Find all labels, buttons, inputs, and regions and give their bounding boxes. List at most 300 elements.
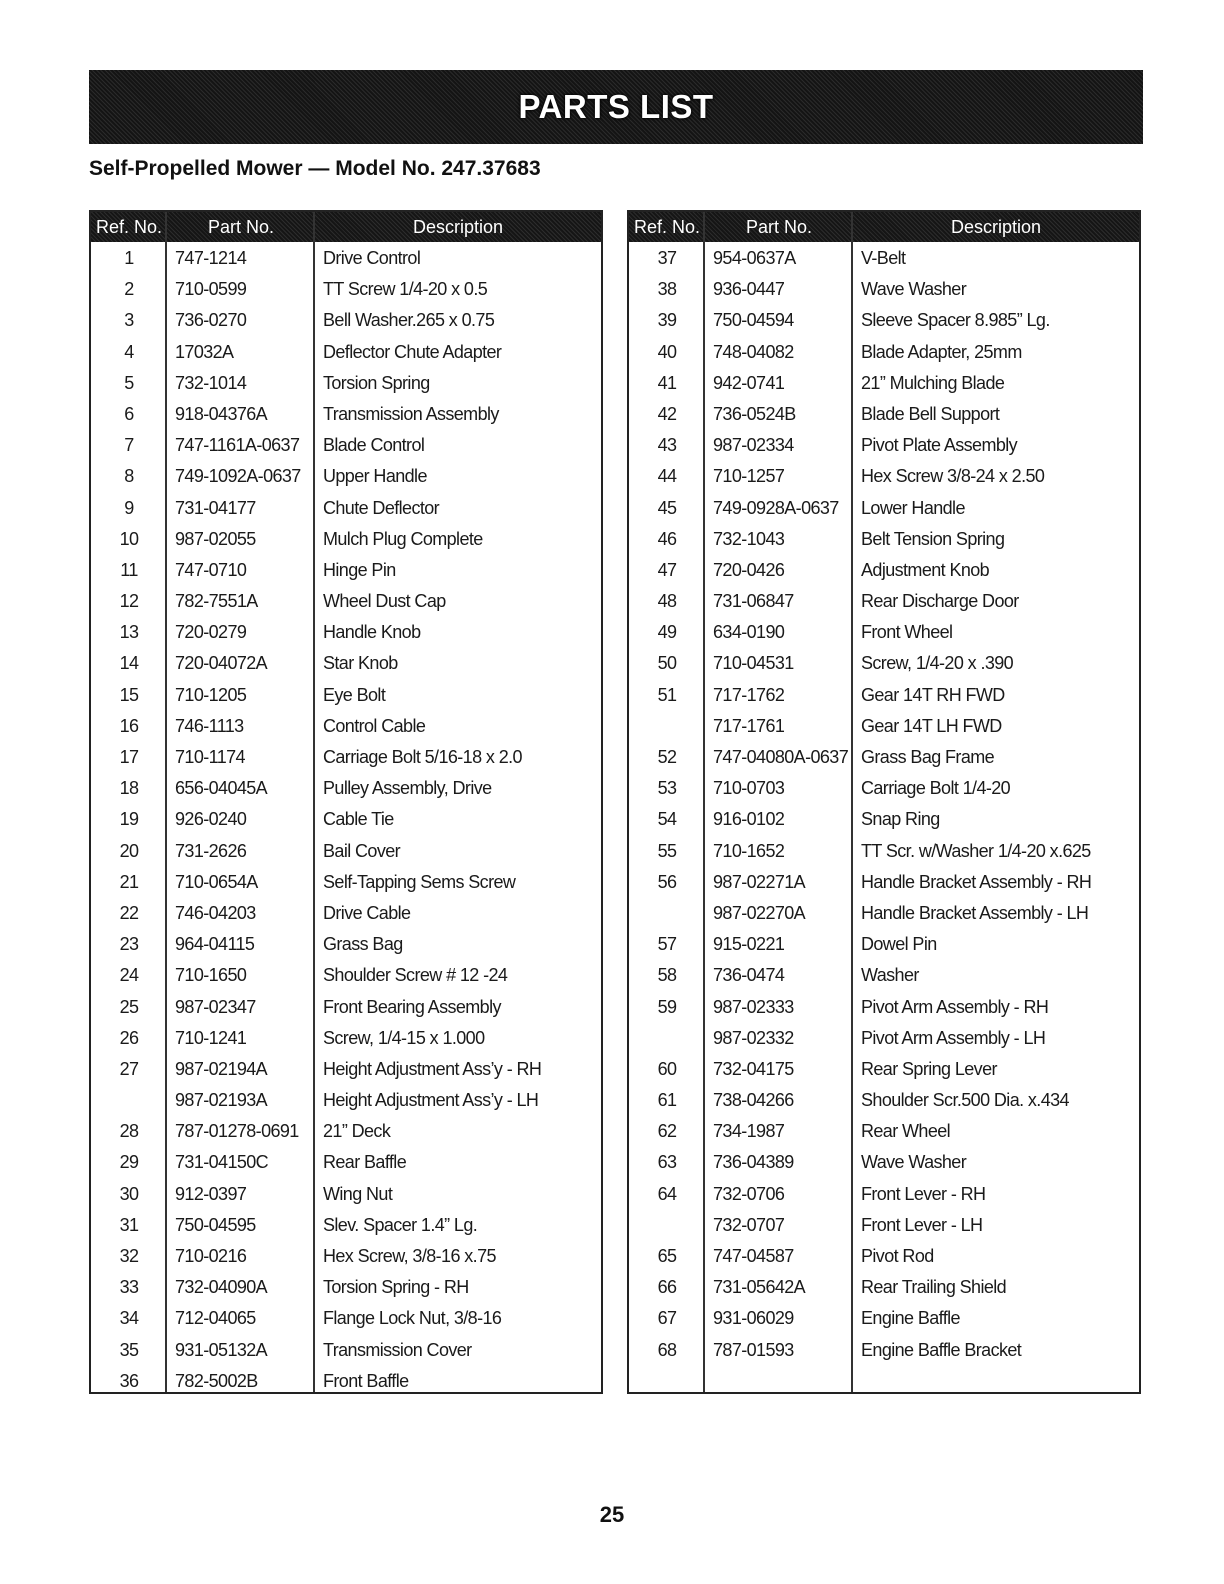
part-no-cell: 915-0221 (713, 934, 785, 955)
ref-no-cell: 1 (124, 248, 134, 268)
description-cell: Shoulder Screw # 12 -24 (323, 965, 508, 986)
table-row (91, 804, 601, 835)
table-row (629, 836, 1139, 867)
table-row (91, 243, 601, 274)
part-no-cell: 736-0474 (713, 965, 785, 986)
description-cell: Shoulder Scr.500 Dia. x.434 (861, 1090, 1069, 1111)
description-cell: Washer (861, 965, 919, 986)
part-no-cell: 931-06029 (713, 1308, 794, 1329)
ref-no-cell: 21 (119, 871, 139, 892)
page-number: 25 (599, 1502, 625, 1527)
description-cell: Pulley Assembly, Drive (323, 778, 492, 799)
part-no-cell: 747-0710 (175, 559, 247, 580)
part-no-cell: 731-04150C (175, 1152, 269, 1173)
ref-no-cell: 14 (119, 653, 139, 674)
description-cell: Blade Control (323, 435, 425, 456)
ref-no-cell: 55 (657, 840, 677, 861)
part-no-cell: 747-1161A-0637 (175, 435, 300, 456)
model-subtitle: Self-Propelled Mower — Model No. 247.37683 (89, 157, 541, 180)
part-no-cell: 732-04175 (713, 1058, 794, 1079)
ref-no-cell (629, 1210, 705, 1241)
table-row (91, 617, 601, 648)
description-cell: Bail Cover (323, 840, 401, 861)
description-cell: Blade Adapter, 25mm (861, 341, 1022, 362)
ref-no-header: Ref. No. (95, 217, 163, 237)
ref-no-cell: 13 (119, 622, 139, 643)
part-no-cell: 987-02332 (713, 1027, 794, 1048)
part-no-cell: 987-02347 (175, 996, 256, 1017)
description-cell: Screw, 1/4-15 x 1.000 (323, 1027, 485, 1048)
description-cell: Self-Tapping Sems Screw (323, 871, 516, 892)
table-row (91, 1335, 601, 1366)
table-body (629, 243, 1139, 1366)
table-row (91, 555, 601, 586)
ref-no-cell: 20 (119, 840, 139, 861)
description-cell: Gear 14T LH FWD (861, 715, 1002, 736)
table-row (629, 1116, 1139, 1147)
table-row (91, 773, 601, 804)
part-no-cell: 931-05132A (175, 1339, 268, 1360)
part-no-cell: 731-2626 (175, 840, 247, 861)
ref-no-cell: 37 (657, 248, 677, 268)
table-row (91, 305, 601, 336)
part-no-cell: 987-02193A (175, 1090, 268, 1111)
description-cell: Blade Bell Support (861, 403, 1000, 424)
description-cell: Height Adjustment Ass’y - RH (323, 1058, 542, 1079)
table-row (91, 1272, 601, 1303)
table-row (629, 680, 1139, 711)
part-no-cell: 987-02055 (175, 528, 256, 549)
table-row (629, 1147, 1139, 1178)
part-no-cell: 782-5002B (175, 1370, 258, 1391)
table-row (629, 648, 1139, 679)
ref-no-cell: 12 (119, 591, 139, 612)
description-cell: Carriage Bolt 5/16-18 x 2.0 (323, 747, 522, 767)
ref-no-cell: 44 (657, 466, 677, 487)
ref-no-cell: 50 (657, 653, 677, 674)
table-row (91, 929, 601, 960)
description-cell: Control Cable (323, 715, 426, 736)
ref-no-cell: 59 (657, 996, 677, 1017)
ref-no-cell: 56 (657, 871, 677, 892)
description-cell: Pivot Arm Assembly - LH (861, 1027, 1046, 1048)
description-cell: Front Baffle (323, 1370, 409, 1391)
ref-no-cell: 57 (657, 934, 677, 955)
table-row (629, 1272, 1139, 1303)
description-cell: TT Screw 1/4-20 x 0.5 (323, 279, 488, 300)
part-no-cell: 749-1092A-0637 (175, 466, 301, 487)
ref-no-cell: 49 (657, 622, 677, 643)
ref-no-cell: 51 (657, 684, 677, 705)
ref-no-cell: 4 (124, 341, 134, 362)
ref-no-cell: 61 (657, 1090, 677, 1111)
parts-table-right (627, 210, 1141, 1394)
part-no-cell: 710-1174 (175, 747, 245, 767)
ref-no-cell: 15 (119, 684, 139, 705)
table-row (91, 1210, 601, 1241)
table-row (91, 1241, 601, 1272)
table-row (629, 1054, 1139, 1085)
part-no-cell: 964-04115 (175, 934, 255, 955)
part-no-cell: 710-1241 (175, 1027, 247, 1048)
table-row (91, 461, 601, 492)
ref-no-cell: 23 (119, 934, 139, 955)
table-row (91, 960, 601, 991)
description-cell: Pivot Rod (861, 1246, 934, 1266)
table-row (629, 960, 1139, 991)
page-title: PARTS LIST (518, 88, 714, 125)
table-row (629, 711, 1139, 742)
ref-no-cell: 65 (657, 1246, 677, 1266)
description-header: Description (950, 217, 1042, 237)
ref-no-cell: 33 (119, 1277, 139, 1298)
description-cell: Deflector Chute Adapter (323, 341, 502, 362)
description-cell: Torsion Spring - RH (323, 1277, 469, 1298)
ref-no-cell: 22 (119, 902, 139, 923)
description-cell: Height Adjustment Ass’y - LH (323, 1090, 539, 1111)
description-cell: Engine Baffle (861, 1308, 960, 1329)
part-no-cell: 634-0190 (713, 622, 785, 643)
part-no-cell: 17032A (175, 341, 234, 362)
part-no-cell: 748-04082 (713, 341, 794, 362)
table-row (629, 586, 1139, 617)
ref-no-cell: 9 (124, 497, 134, 518)
table-body (91, 243, 601, 1397)
table-row (91, 1116, 601, 1147)
table-row (629, 524, 1139, 555)
table-row (629, 898, 1139, 929)
table-row (629, 461, 1139, 492)
table-row (629, 337, 1139, 368)
description-cell: 21” Mulching Blade (861, 372, 1005, 393)
ref-no-cell: 16 (119, 715, 139, 736)
table-row (91, 898, 601, 929)
table-row (629, 617, 1139, 648)
part-no-cell: 717-1762 (713, 684, 785, 705)
table-row (629, 305, 1139, 336)
description-cell: Front Wheel (861, 622, 953, 643)
table-row (629, 555, 1139, 586)
table-row (629, 243, 1139, 274)
part-no-cell: 747-04080A-0637 (713, 747, 849, 767)
table-row (91, 586, 601, 617)
part-no-cell: 710-0216 (175, 1246, 247, 1266)
table-row (629, 1023, 1139, 1054)
table-row (91, 992, 601, 1023)
part-no-cell: 712-04065 (175, 1308, 256, 1329)
description-cell: Flange Lock Nut, 3/8-16 (323, 1308, 502, 1329)
table-row (629, 742, 1139, 773)
ref-no-cell: 25 (119, 996, 139, 1017)
description-cell: Pivot Plate Assembly (861, 435, 1018, 456)
ref-no-cell: 11 (120, 559, 138, 580)
ref-no-cell (629, 711, 705, 742)
description-cell: Hex Screw, 3/8-16 x.75 (323, 1246, 496, 1266)
table-row (91, 524, 601, 555)
description-cell: Front Lever - RH (861, 1183, 986, 1204)
part-no-cell: 987-02270A (713, 902, 806, 923)
description-cell: Mulch Plug Complete (323, 528, 483, 549)
part-no-cell: 710-1650 (175, 965, 247, 986)
part-no-cell: 710-0703 (713, 778, 785, 799)
table-row (91, 836, 601, 867)
table-row (91, 430, 601, 461)
description-cell: Eye Bolt (323, 684, 386, 705)
table-row (91, 1303, 601, 1334)
description-cell: Transmission Assembly (323, 403, 499, 424)
ref-no-cell (91, 1085, 167, 1116)
table-row (91, 493, 601, 524)
part-no-cell: 954-0637A (713, 248, 796, 268)
part-no-cell: 738-04266 (713, 1090, 794, 1111)
table-row (629, 1179, 1139, 1210)
description-cell: Hex Screw 3/8-24 x 2.50 (861, 466, 1045, 487)
table-row (91, 711, 601, 742)
part-no-cell: 710-1652 (713, 840, 785, 861)
table-row (629, 773, 1139, 804)
description-header: Description (412, 217, 504, 237)
part-no-cell: 710-1257 (713, 466, 785, 487)
parts-table-left (89, 210, 603, 1394)
part-no-cell: 787-01278-0691 (175, 1121, 299, 1142)
ref-no-cell: 43 (657, 435, 677, 456)
ref-no-cell: 34 (119, 1308, 139, 1329)
description-cell: Drive Control (323, 248, 421, 268)
part-no-cell: 720-0279 (175, 622, 247, 643)
part-no-cell: 710-0654A (175, 871, 258, 892)
description-cell: Sleeve Spacer 8.985” Lg. (861, 310, 1050, 331)
part-no-cell: 732-0707 (713, 1214, 785, 1235)
table-row (629, 1303, 1139, 1334)
table-row (629, 992, 1139, 1023)
part-no-cell: 749-0928A-0637 (713, 497, 839, 518)
part-no-cell: 782-7551A (175, 591, 258, 612)
ref-no-cell: 30 (119, 1183, 139, 1204)
table-row (629, 1085, 1139, 1116)
table-row (91, 1179, 601, 1210)
description-cell: Wave Washer (861, 279, 967, 300)
description-cell: Lower Handle (861, 497, 965, 518)
ref-no-cell: 36 (119, 1370, 139, 1391)
ref-no-cell: 45 (657, 497, 677, 518)
ref-no-cell: 60 (657, 1058, 677, 1079)
part-no-header: Part No. (207, 217, 275, 237)
ref-no-cell: 6 (124, 403, 134, 424)
table-row (91, 1023, 601, 1054)
table-row (91, 1147, 601, 1178)
ref-no-cell: 28 (119, 1121, 139, 1142)
ref-no-cell: 62 (657, 1121, 677, 1142)
description-cell: Upper Handle (323, 466, 427, 487)
part-no-cell: 731-05642A (713, 1277, 806, 1298)
ref-no-cell: 19 (119, 809, 139, 830)
ref-no-cell: 35 (119, 1339, 139, 1360)
part-no-cell: 710-0599 (175, 279, 247, 300)
table-row (629, 1241, 1139, 1272)
description-cell: Screw, 1/4-20 x .390 (861, 653, 1014, 674)
ref-no-cell: 3 (124, 310, 134, 331)
description-cell: Snap Ring (861, 809, 940, 830)
ref-no-cell: 63 (657, 1152, 677, 1173)
ref-no-cell: 58 (657, 965, 677, 986)
description-cell: Rear Baffle (323, 1152, 407, 1173)
description-cell: Carriage Bolt 1/4-20 (861, 778, 1011, 799)
ref-no-cell: 67 (657, 1308, 677, 1329)
ref-no-cell: 40 (657, 341, 677, 362)
table-row (629, 804, 1139, 835)
table-row (629, 399, 1139, 430)
table-row (629, 274, 1139, 305)
part-no-cell: 710-04531 (713, 653, 794, 674)
table-row (91, 337, 601, 368)
part-no-cell: 731-06847 (713, 591, 794, 612)
description-cell: Front Bearing Assembly (323, 996, 501, 1017)
table-row (91, 399, 601, 430)
part-no-cell: 731-04177 (175, 497, 256, 518)
part-no-cell: 732-1043 (713, 528, 785, 549)
ref-no-cell: 47 (657, 559, 677, 580)
description-cell: 21” Deck (323, 1121, 391, 1142)
ref-no-cell: 8 (124, 466, 134, 487)
part-no-cell: 912-0397 (175, 1183, 247, 1204)
part-no-cell: 916-0102 (713, 809, 785, 830)
description-cell: Belt Tension Spring (861, 528, 1005, 549)
description-cell: Chute Deflector (323, 497, 440, 518)
description-cell: Star Knob (323, 653, 398, 674)
title-banner (89, 70, 1143, 144)
ref-no-cell: 32 (119, 1246, 139, 1266)
table-row (629, 867, 1139, 898)
table-row (91, 680, 601, 711)
ref-no-cell: 66 (657, 1277, 677, 1298)
ref-no-cell: 53 (657, 778, 677, 799)
part-no-cell: 732-0706 (713, 1183, 785, 1204)
part-no-cell: 736-0270 (175, 310, 247, 331)
description-cell: Rear Spring Lever (861, 1058, 997, 1079)
ref-no-cell: 39 (657, 310, 677, 331)
ref-no-cell: 17 (119, 747, 139, 767)
description-cell: Handle Bracket Assembly - LH (861, 902, 1089, 923)
description-cell: Cable Tie (323, 809, 394, 830)
ref-no-cell: 64 (657, 1183, 677, 1204)
description-cell: Wing Nut (323, 1183, 393, 1204)
part-no-cell: 720-04072A (175, 653, 268, 674)
ref-no-cell: 27 (119, 1058, 139, 1079)
description-cell: Handle Knob (323, 622, 421, 643)
part-no-cell: 942-0741 (713, 372, 785, 393)
ref-no-cell (629, 1023, 705, 1054)
ref-no-cell: 26 (119, 1027, 139, 1048)
table-row (91, 368, 601, 399)
description-cell: Wave Washer (861, 1152, 967, 1173)
description-cell: Gear 14T RH FWD (861, 684, 1005, 705)
table-header (629, 212, 1139, 242)
ref-no-header: Ref. No. (633, 217, 701, 237)
ref-no-cell: 5 (124, 372, 134, 393)
ref-no-cell: 52 (657, 747, 677, 767)
description-cell: Transmission Cover (323, 1339, 472, 1360)
part-no-cell: 746-1113 (175, 715, 244, 736)
table-row (91, 1366, 601, 1397)
description-cell: V-Belt (861, 248, 906, 268)
ref-no-cell: 41 (657, 372, 677, 393)
description-cell: Handle Bracket Assembly - RH (861, 871, 1092, 892)
description-cell: Grass Bag Frame (861, 747, 995, 767)
part-no-cell: 987-02271A (713, 871, 806, 892)
part-no-cell: 732-1014 (175, 372, 247, 393)
part-no-cell: 736-04389 (713, 1152, 794, 1173)
description-cell: Wheel Dust Cap (323, 591, 446, 612)
part-no-cell: 732-04090A (175, 1277, 268, 1298)
part-no-cell: 746-04203 (175, 902, 256, 923)
description-cell: Pivot Arm Assembly - RH (861, 996, 1049, 1017)
part-no-cell: 787-01593 (713, 1339, 794, 1360)
table-row (629, 430, 1139, 461)
description-cell: TT Scr. w/Washer 1/4-20 x.625 (861, 840, 1091, 861)
description-cell: Grass Bag (323, 934, 403, 955)
ref-no-cell: 42 (657, 403, 677, 424)
part-no-cell: 717-1761 (713, 715, 785, 736)
part-no-cell: 720-0426 (713, 559, 785, 580)
table-row (91, 274, 601, 305)
part-no-cell: 987-02333 (713, 996, 794, 1017)
ref-no-cell: 54 (657, 809, 677, 830)
ref-no-cell: 48 (657, 591, 677, 612)
part-no-cell: 736-0524B (713, 403, 796, 424)
ref-no-cell: 29 (119, 1152, 139, 1173)
table-row (629, 929, 1139, 960)
part-no-cell: 734-1987 (713, 1121, 785, 1142)
table-row (91, 1085, 601, 1116)
description-cell: Rear Trailing Shield (861, 1277, 1007, 1298)
description-cell: Dowel Pin (861, 934, 937, 955)
ref-no-cell: 2 (124, 279, 134, 300)
description-cell: Front Lever - LH (861, 1214, 983, 1235)
table-row (91, 1054, 601, 1085)
ref-no-cell: 10 (119, 528, 139, 549)
table-row (629, 1210, 1139, 1241)
ref-no-cell (629, 898, 705, 929)
description-cell: Drive Cable (323, 902, 411, 923)
part-no-cell: 918-04376A (175, 403, 268, 424)
part-no-cell: 747-04587 (713, 1246, 794, 1266)
description-cell: Engine Baffle Bracket (861, 1339, 1022, 1360)
part-no-cell: 750-04594 (713, 310, 794, 331)
part-no-cell: 747-1214 (175, 248, 247, 268)
description-cell: Slev. Spacer 1.4” Lg. (323, 1214, 478, 1235)
part-no-cell: 987-02194A (175, 1058, 268, 1079)
description-cell: Rear Discharge Door (861, 591, 1019, 612)
ref-no-cell: 18 (119, 778, 139, 799)
table-row (91, 648, 601, 679)
part-no-cell: 656-04045A (175, 778, 268, 799)
part-no-cell: 987-02334 (713, 435, 794, 456)
ref-no-cell: 7 (124, 435, 134, 456)
table-header (91, 212, 601, 242)
table-row (629, 368, 1139, 399)
description-cell: Bell Washer.265 x 0.75 (323, 310, 495, 331)
table-row (91, 867, 601, 898)
part-no-header: Part No. (745, 217, 813, 237)
ref-no-cell: 24 (119, 965, 139, 986)
ref-no-cell: 68 (657, 1339, 677, 1360)
part-no-cell: 926-0240 (175, 809, 247, 830)
table-row (91, 742, 601, 773)
ref-no-cell: 31 (119, 1214, 139, 1235)
description-cell: Torsion Spring (323, 372, 430, 393)
description-cell: Rear Wheel (861, 1121, 951, 1142)
ref-no-cell: 46 (657, 528, 677, 549)
